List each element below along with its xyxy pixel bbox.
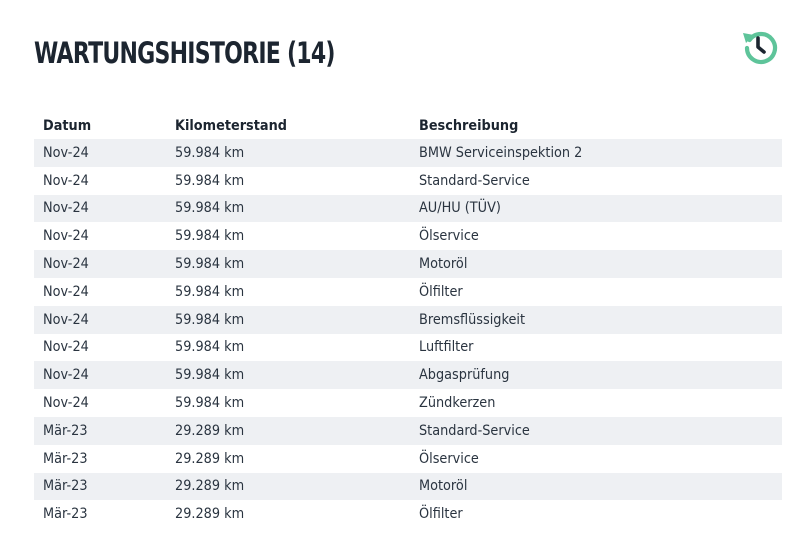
cell-date: Mär-23 bbox=[34, 417, 166, 445]
column-header-date: Datum bbox=[43, 118, 92, 134]
cell-description: Ölfilter bbox=[410, 278, 782, 306]
cell-km: 59.984 km bbox=[166, 389, 410, 417]
cell-date: Nov-24 bbox=[34, 306, 166, 334]
column-header-description: Beschreibung bbox=[419, 118, 519, 134]
page-title: WARTUNGSHISTORIE (14) bbox=[34, 36, 335, 70]
table-row bbox=[34, 445, 782, 473]
cell-date: Nov-24 bbox=[34, 167, 166, 195]
column-header-km: Kilometerstand bbox=[175, 118, 287, 134]
cell-description: Standard-Service bbox=[410, 167, 782, 195]
cell-description: Motoröl bbox=[410, 473, 782, 501]
cell-description: Ölservice bbox=[410, 222, 782, 250]
cell-description: Ölfilter bbox=[410, 500, 782, 528]
table-row bbox=[34, 361, 782, 389]
cell-date: Mär-23 bbox=[34, 473, 166, 501]
history-icon-graphic bbox=[741, 27, 779, 65]
table-row bbox=[34, 195, 782, 223]
cell-km: 59.984 km bbox=[166, 250, 410, 278]
table-row bbox=[34, 139, 782, 167]
table-header-row bbox=[34, 113, 782, 139]
cell-km: 59.984 km bbox=[166, 306, 410, 334]
cell-date: Nov-24 bbox=[34, 195, 166, 223]
cell-description: BMW Serviceinspektion 2 bbox=[410, 139, 782, 167]
cell-description: Zündkerzen bbox=[410, 389, 782, 417]
cell-km: 59.984 km bbox=[166, 195, 410, 223]
cell-km: 59.984 km bbox=[166, 334, 410, 362]
cell-description: AU/HU (TÜV) bbox=[410, 195, 782, 223]
cell-km: 29.289 km bbox=[166, 500, 410, 528]
table-row bbox=[34, 334, 782, 362]
cell-km: 59.984 km bbox=[166, 222, 410, 250]
table-row bbox=[34, 389, 782, 417]
table-row bbox=[34, 167, 782, 195]
table-row bbox=[34, 500, 782, 528]
table-row bbox=[34, 250, 782, 278]
cell-description: Luftfilter bbox=[410, 334, 782, 362]
cell-date: Nov-24 bbox=[34, 250, 166, 278]
cell-km: 59.984 km bbox=[166, 278, 410, 306]
cell-date: Nov-24 bbox=[34, 139, 166, 167]
cell-description: Bremsflüssigkeit bbox=[410, 306, 782, 334]
table-row bbox=[34, 222, 782, 250]
cell-km: 59.984 km bbox=[166, 361, 410, 389]
table-row bbox=[34, 473, 782, 501]
cell-description: Standard-Service bbox=[410, 417, 782, 445]
cell-date: Nov-24 bbox=[34, 389, 166, 417]
table-row bbox=[34, 306, 782, 334]
maintenance-table bbox=[34, 113, 782, 528]
cell-km: 29.289 km bbox=[166, 445, 410, 473]
table-row bbox=[34, 278, 782, 306]
cell-date: Nov-24 bbox=[34, 334, 166, 362]
cell-date: Nov-24 bbox=[34, 222, 166, 250]
table-row bbox=[34, 417, 782, 445]
cell-description: Ölservice bbox=[410, 445, 782, 473]
cell-date: Mär-23 bbox=[34, 445, 166, 473]
cell-km: 29.289 km bbox=[166, 417, 410, 445]
cell-date: Nov-24 bbox=[34, 278, 166, 306]
cell-date: Nov-24 bbox=[34, 361, 166, 389]
cell-description: Motoröl bbox=[410, 250, 782, 278]
history-icon[interactable] bbox=[741, 27, 779, 65]
cell-date: Mär-23 bbox=[34, 500, 166, 528]
cell-km: 59.984 km bbox=[166, 167, 410, 195]
cell-km: 59.984 km bbox=[166, 139, 410, 167]
cell-description: Abgasprüfung bbox=[410, 361, 782, 389]
cell-km: 29.289 km bbox=[166, 473, 410, 501]
